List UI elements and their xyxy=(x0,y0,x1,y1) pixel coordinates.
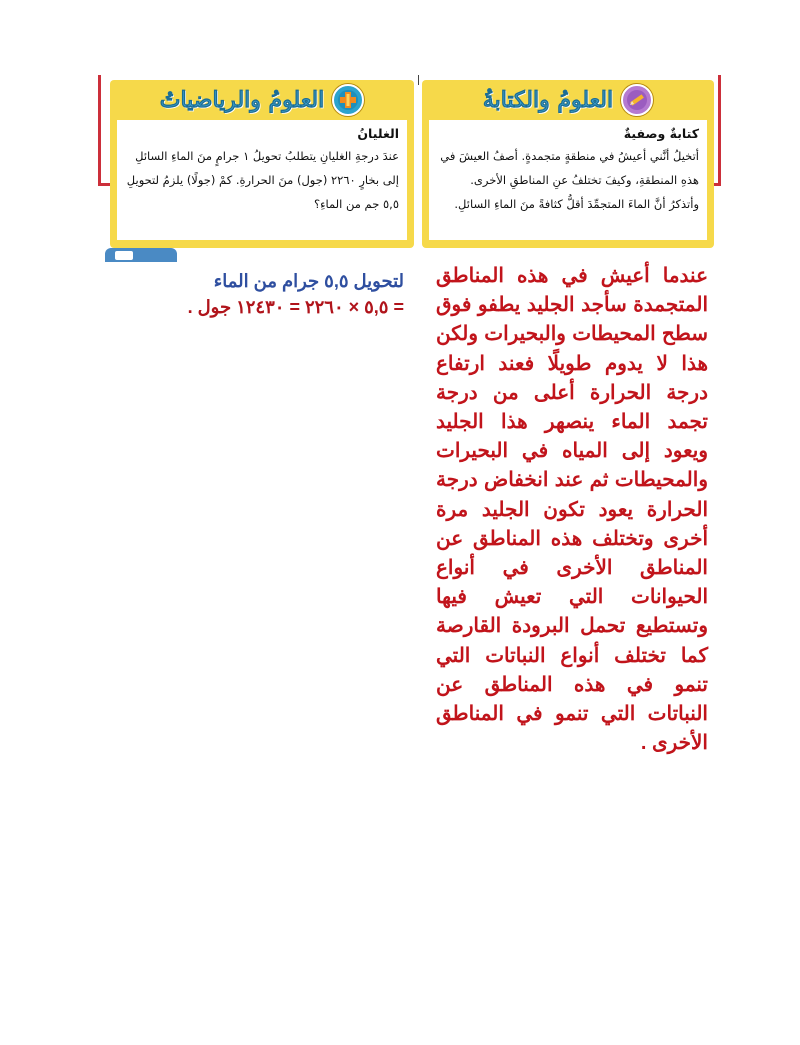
math-panel-text: عندَ درجةِ الغليانِ يتطلبُ تحويلُ ١ جرامٍ منَ الماءِ السائلِ إلى بخارٍ ٢٢٦٠ (جول) منَ الحرارةِ. كمْ (جولًا) يلزمُ لتحويلِ ٥,٥ جم من الماءِ؟ xyxy=(126,149,399,211)
writing-panel-subtitle: كتابةٌ وصفيةٌ xyxy=(623,126,699,141)
science-writing-panel xyxy=(422,80,714,248)
plus-badge-icon xyxy=(332,84,364,116)
pencil-badge-icon xyxy=(621,84,653,116)
math-panel-subtitle: الغليانُ xyxy=(357,126,399,141)
center-divider xyxy=(418,75,419,85)
page-tab-stub xyxy=(105,248,177,262)
frame-line-left xyxy=(98,75,101,185)
math-panel-content xyxy=(117,120,407,240)
science-math-panel xyxy=(110,80,414,248)
frame-line-right xyxy=(718,75,721,185)
writing-panel-header xyxy=(422,80,714,120)
math-answer-line-1: لتحويل ٥,٥ جرام من الماء xyxy=(213,271,404,291)
writing-answer: عندما أعيش في هذه المناطق المتجمدة سأجد الجليد يطفو فوق سطح المحيطات والبحيرات ولكن هذا لا يدوم طويلًا فعند ارتفاع درجة الحرارة أعلى من درجة تجمد الماء ينصهر هذا الجليد ويعود إلى المياه في البحيرات والمحيطات ثم عند انخفاض درجة الحرارة يعود تكون الجليد مرة أخرى وتختلف هذه المناطق عن المناطق الأخرى في أنواع الحيوانات التي تعيش فيها وتستطيع تحمل البرودة القارصة كما تختلف أنواع النباتات التي تنمو في هذه المناطق عن النباتات التي تنمو في المناطق الأخرى . xyxy=(436,265,708,755)
writing-panel-content xyxy=(429,120,707,240)
math-panel-title: العلومُ والرياضياتُ xyxy=(159,87,325,113)
math-panel-header xyxy=(110,80,414,120)
math-answer xyxy=(82,268,404,320)
writing-panel-text: أتخيلُ أنَّني أعيشُ في منطقةٍ متجمدةٍ. أصفُ العيشَ في هذهِ المنطقةِ، وكيفَ تختلفُ عنِ المناطقِ الأخرى. وأتذكرُ أنَّ الماءَ المتجمِّدَ أقلُّ كثافةً منَ الماءِ السائلِ. xyxy=(440,149,699,211)
writing-panel-title: العلومُ والكتابةُ xyxy=(482,87,614,113)
math-answer-line-2: = ٥,٥ × ٢٢٦٠ = ١٢٤٣٠ جول . xyxy=(187,297,404,317)
